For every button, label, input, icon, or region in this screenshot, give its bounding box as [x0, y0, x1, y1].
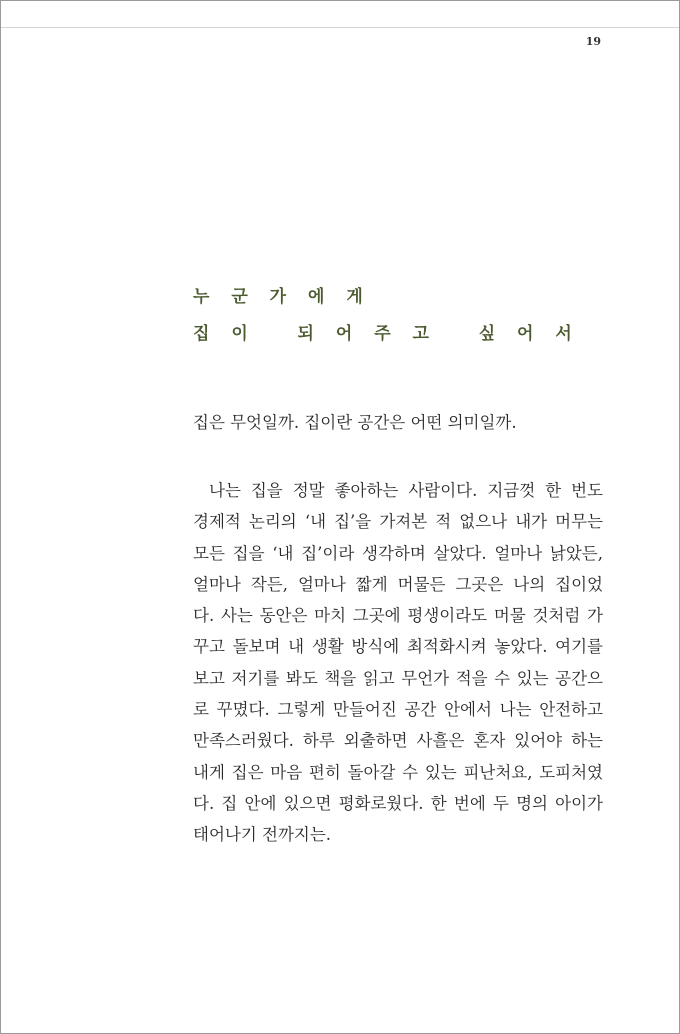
body-line: 로 꾸몄다. 그렇게 만들어진 공간 안에서 나는 안전하고	[193, 700, 603, 720]
body-line: 꾸고 돌보며 내 생활 방식에 최적화시켜 놓았다. 여기를	[193, 637, 603, 657]
chapter-title-line-1: 누 군 가 에 게	[193, 287, 371, 307]
chapter-title	[193, 279, 580, 353]
page-number: 19	[585, 35, 601, 48]
body-line: 태어나기 전까지는.	[193, 825, 332, 845]
body-line: 다. 집 안에 있으면 평화로웠다. 한 번에 두 명의 아이가	[193, 793, 603, 813]
body-line: 만족스러웠다. 하루 외출하면 사흘은 혼자 있어야 하는	[193, 731, 603, 751]
body-paragraph	[193, 477, 603, 853]
body-line: 모든 집을 ‘내 집’이라 생각하며 살았다. 얼마나 낡았든,	[193, 543, 603, 563]
chapter-title-line-2: 집 이 되 어 주 고 싶 어 서	[193, 324, 580, 344]
body-line: 얼마나 작든, 얼마나 짧게 머물든 그곳은 나의 집이었	[193, 574, 603, 594]
header-rule	[1, 27, 679, 28]
body-line: 보고 저기를 봐도 책을 읽고 무언가 적을 수 있는 공간으	[193, 668, 603, 688]
lead-paragraph: 집은 무엇일까. 집이란 공간은 어떤 의미일까.	[193, 413, 517, 432]
body-line: 나는 집을 정말 좋아하는 사람이다. 지금껏 한 번도	[209, 481, 603, 500]
body-line: 다. 사는 동안은 마치 그곳에 평생이라도 머물 것처럼 가	[193, 606, 603, 626]
body-line: 경제적 논리의 ‘내 집’을 가져본 적 없으나 내가 머무는	[193, 512, 603, 532]
body-line: 내게 집은 마음 편히 돌아갈 수 있는 피난처요, 도피처였	[193, 762, 603, 782]
